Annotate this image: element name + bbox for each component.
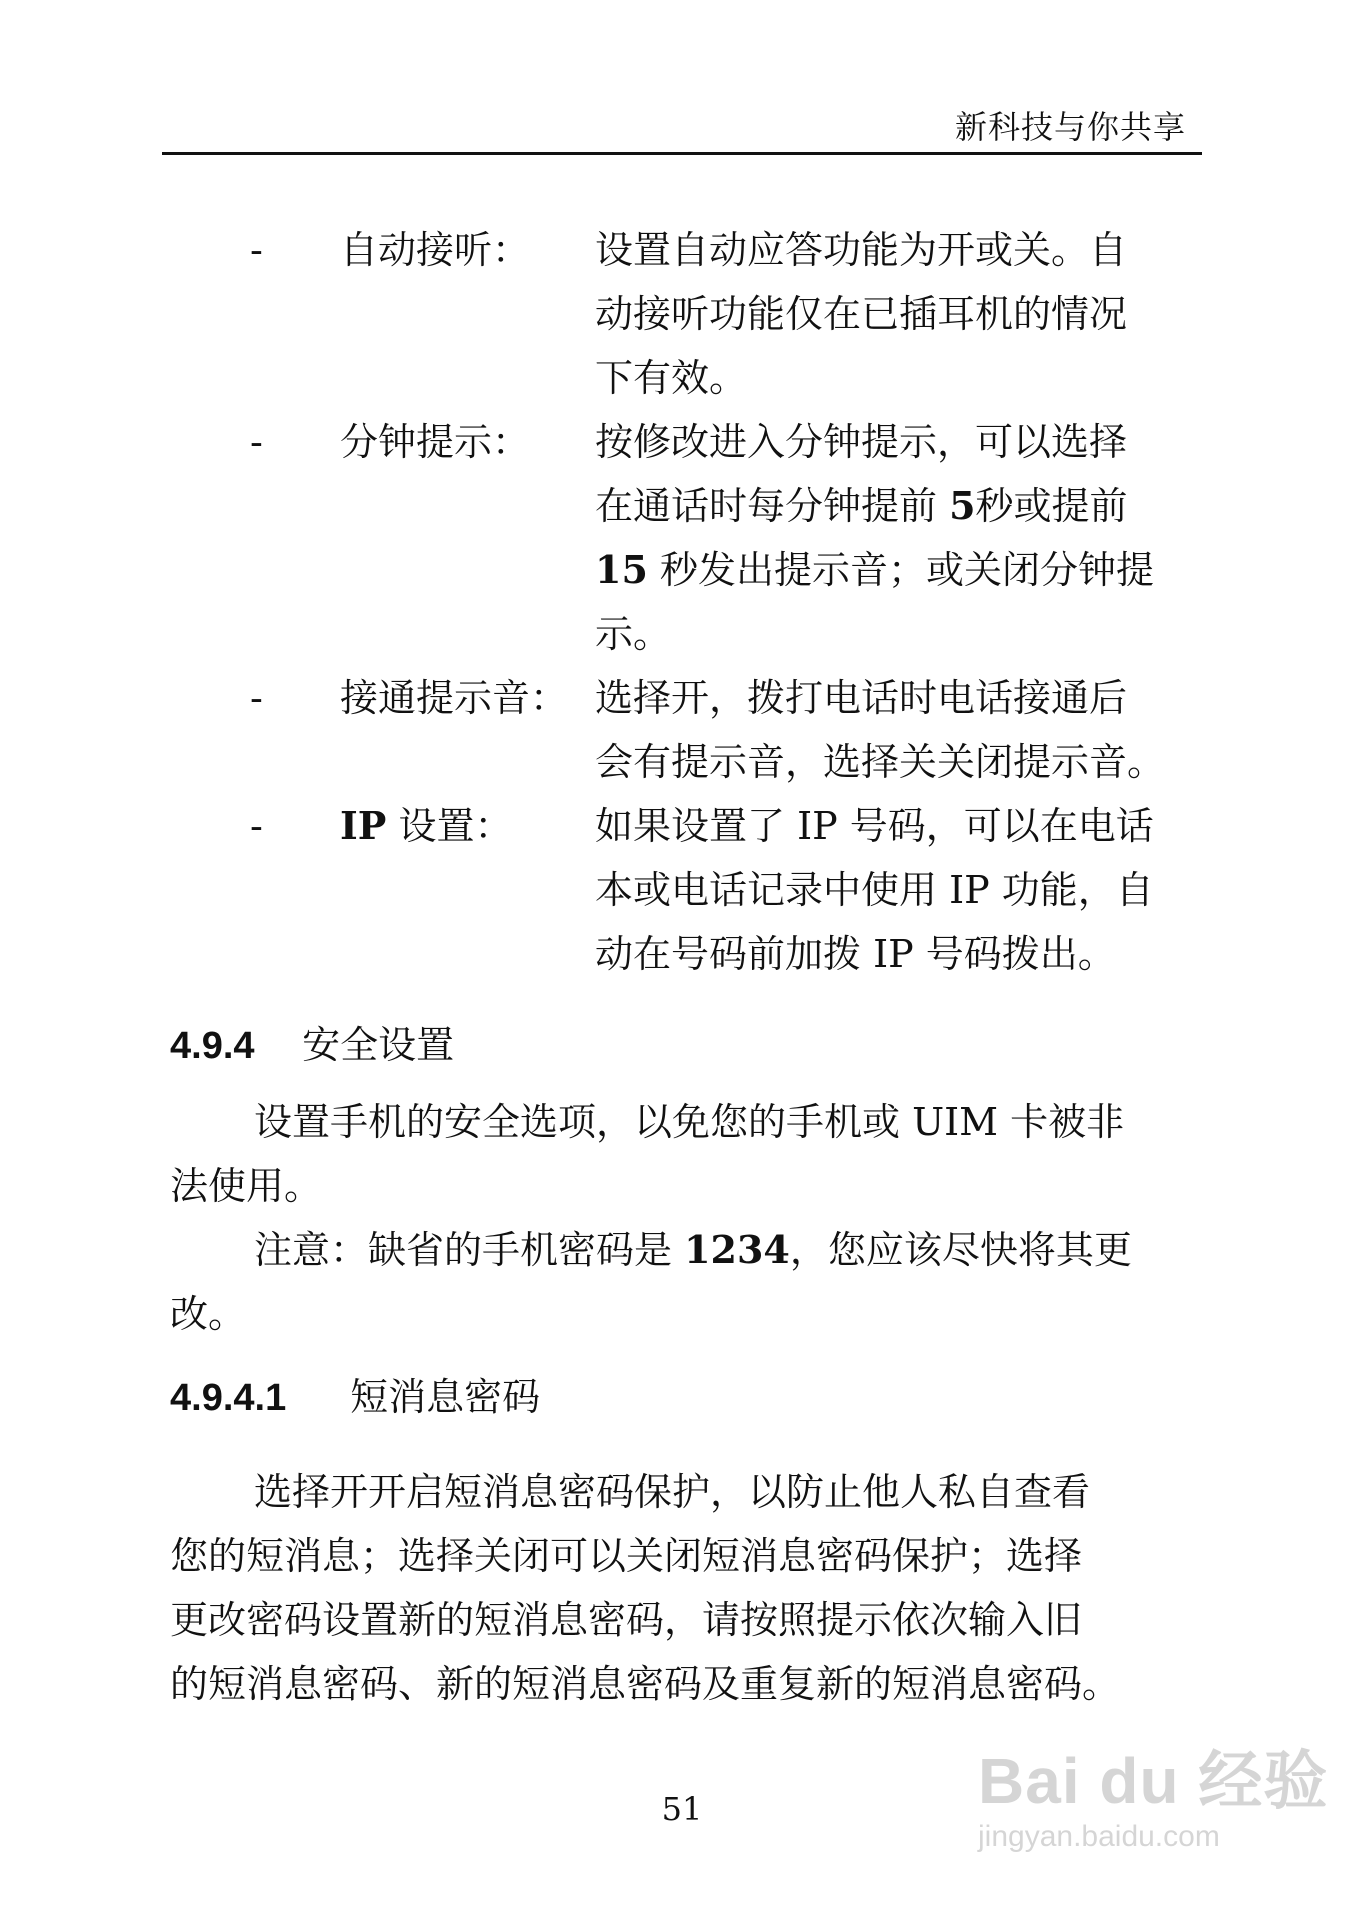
paragraph-line: 的短消息密码、新的短消息密码及重复新的短消息密码。	[170, 1662, 1121, 1706]
section-number: 4.9.4	[170, 1025, 255, 1067]
section-heading-4-9-4	[170, 1014, 454, 1069]
list-dash: -	[250, 676, 263, 720]
paragraph-line: 您的短消息；选择关闭可以关闭短消息密码保护；选择	[170, 1534, 1083, 1578]
description-line: 示。	[595, 612, 672, 656]
list-dash: -	[250, 228, 263, 272]
definition-term: 分钟提示：	[340, 420, 531, 464]
page-header	[162, 96, 1202, 155]
description-line: 设置自动应答功能为开或关。自	[595, 228, 1128, 272]
description-line: 会有提示音，选择关关闭提示音。	[595, 740, 1166, 784]
definition-term	[340, 794, 512, 858]
definition-term: 接通提示音：	[340, 676, 569, 720]
bold-number: 1234	[684, 1227, 790, 1272]
header-title: 新科技与你共享	[954, 108, 1186, 146]
definition-term: 自动接听：	[340, 228, 531, 272]
text-run: ，您应该尽快将其更	[789, 1228, 1132, 1272]
baidu-watermark	[958, 1716, 1338, 1906]
description-line: 选择开，拨打电话时电话接通后	[595, 676, 1128, 720]
security-intro-paragraph	[170, 1090, 1200, 1218]
default-password-note	[170, 1218, 1200, 1346]
section-heading-4-9-4-1	[170, 1366, 540, 1421]
text-run: 在通话时每分钟提前	[595, 484, 950, 528]
watermark-url: jingyan.baidu.com	[978, 1820, 1220, 1853]
section-number: 4.9.4.1	[170, 1377, 287, 1419]
page-number: 51	[661, 1790, 703, 1828]
description-line: 动接听功能仅在已插耳机的情况	[595, 292, 1128, 336]
paragraph-line: 设置手机的安全选项，以免您的手机或 UIM 卡被非	[254, 1100, 1125, 1144]
paragraph-line	[170, 1218, 1200, 1282]
description-line	[595, 538, 1195, 602]
definition-description	[595, 410, 1195, 666]
list-dash: -	[250, 420, 263, 464]
paragraph-line: 更改密码设置新的短消息密码，请按照提示依次输入旧	[170, 1598, 1083, 1642]
bold-number: 15	[595, 547, 648, 592]
text-run: 秒发出提示音；或关闭分钟提	[647, 548, 1154, 592]
text-run: 注意：缺省的手机密码是	[254, 1228, 685, 1272]
description-line	[595, 474, 1195, 538]
description-line: 下有效。	[595, 356, 748, 400]
watermark-brand: Bai du 经验	[978, 1745, 1329, 1817]
definition-description	[595, 666, 1195, 794]
term-rest: 设置：	[386, 804, 513, 848]
sms-password-paragraph	[170, 1460, 1200, 1716]
description-line: 按修改进入分钟提示，可以选择	[595, 420, 1128, 464]
term-bold: IP	[340, 803, 387, 848]
description-line: 动在号码前加拨 IP 号码拨出。	[595, 932, 1116, 976]
description-line: 本或电话记录中使用 IP 功能，自	[595, 868, 1154, 912]
list-dash: -	[250, 804, 263, 848]
section-title: 安全设置	[302, 1023, 455, 1067]
text-run: 秒或提前	[975, 484, 1128, 528]
description-line: 如果设置了 IP 号码，可以在电话	[595, 804, 1154, 848]
paragraph-line: 改。	[170, 1292, 247, 1336]
definition-description	[595, 218, 1195, 410]
paragraph-line: 选择开开启短消息密码保护，以防止他人私自查看	[254, 1470, 1091, 1514]
bold-number: 5	[949, 483, 976, 528]
section-title: 短消息密码	[350, 1375, 541, 1419]
paragraph-line: 法使用。	[170, 1164, 323, 1208]
definition-description	[595, 794, 1195, 986]
